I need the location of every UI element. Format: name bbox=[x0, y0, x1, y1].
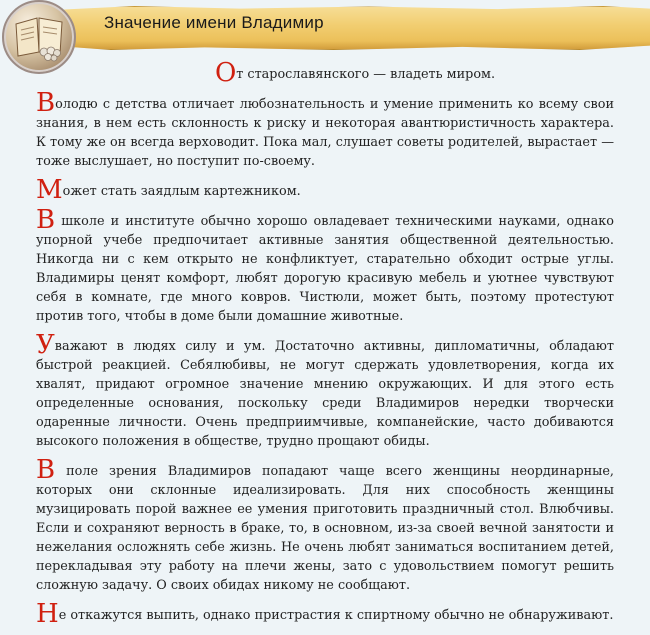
paragraph-text: т старославянского — владеть миром. bbox=[236, 67, 496, 82]
article-text bbox=[36, 58, 614, 635]
paragraph-cards bbox=[36, 175, 614, 205]
page-title: Значение имени Владимир bbox=[104, 13, 324, 32]
paragraph-origin bbox=[96, 58, 614, 88]
paragraph-drinking bbox=[36, 599, 614, 629]
paragraph-text: важают в людях силу и ум. Достаточно активны, дипломатичны, обладают быстрой реакцией. Себялюбивы, не могут сдержать удовлетворения, когда их хвалят, придают огромное значение мнению окружающих. И для этого есть определенные основания, поскольку среди Владимиров нередки творчески одаренные личности. Очень предприимчивые, компанейские, часто добиваются высокого положения в обществе, трудно прощают обиды. bbox=[36, 339, 614, 449]
open-book-icon bbox=[2, 0, 76, 74]
paragraph-text: поле зрения Владимиров попадают чаще всего женщины неординарные, которых они склонные идеализировать. Для них способность женщины музицировать порой важнее ее умения приготовить праздничный стол. Влюбчивы. Если и сохраняют верность в браке, то, в основном, из-за своей вечной занятости и нежелания осложнять себе жизнь. Не очень любят заниматься воспитанием детей, перекладывая эту работу на плечи жены, зато с удовольствием помогут решить сложную задачу. О своих обидах никому не сообщают. bbox=[36, 464, 614, 593]
drop-cap: М bbox=[36, 175, 63, 205]
drop-cap: Н bbox=[36, 599, 59, 629]
drop-cap: В bbox=[36, 455, 56, 485]
paragraph-text: ожет стать заядлым картежником. bbox=[62, 184, 301, 199]
paragraph-childhood bbox=[36, 88, 614, 171]
paragraph-text: е откажутся выпить, однако пристрастия к спиртному обычно не обнаруживают. bbox=[58, 608, 614, 623]
drop-cap: О bbox=[214, 58, 237, 88]
drop-cap: В bbox=[36, 88, 56, 118]
paragraph-text: школе и институте обычно хорошо овладевает техническими науками, однако упорной учебе предпочитает активные занятия общественной деятельностью. Никогда ни с кем открыто не конфликтует, старательно обходит острые углы. Владимиры ценят комфорт, любят дорогую красивую мебель и уютнее чувствуют себя в комнате, где много ковров. Чистюли, может быть, поэтому протестуют против того, чтобы в доме были домашние животные. bbox=[36, 214, 614, 324]
paragraph-women bbox=[36, 455, 614, 595]
paragraph-character bbox=[36, 330, 614, 451]
drop-cap: В bbox=[36, 205, 56, 235]
paragraph-school bbox=[36, 205, 614, 326]
drop-cap: У bbox=[36, 330, 55, 360]
paragraph-text: олодю с детства отличает любознательность и умение применить ко всему свои знания, в нем есть склонность к риску и некоторая авантюристичность характера. К тому же он всегда верховодит. Пока мал, слушает советы родителей, вырастает — тоже выслушает, но поступит по-своему. bbox=[36, 97, 614, 169]
